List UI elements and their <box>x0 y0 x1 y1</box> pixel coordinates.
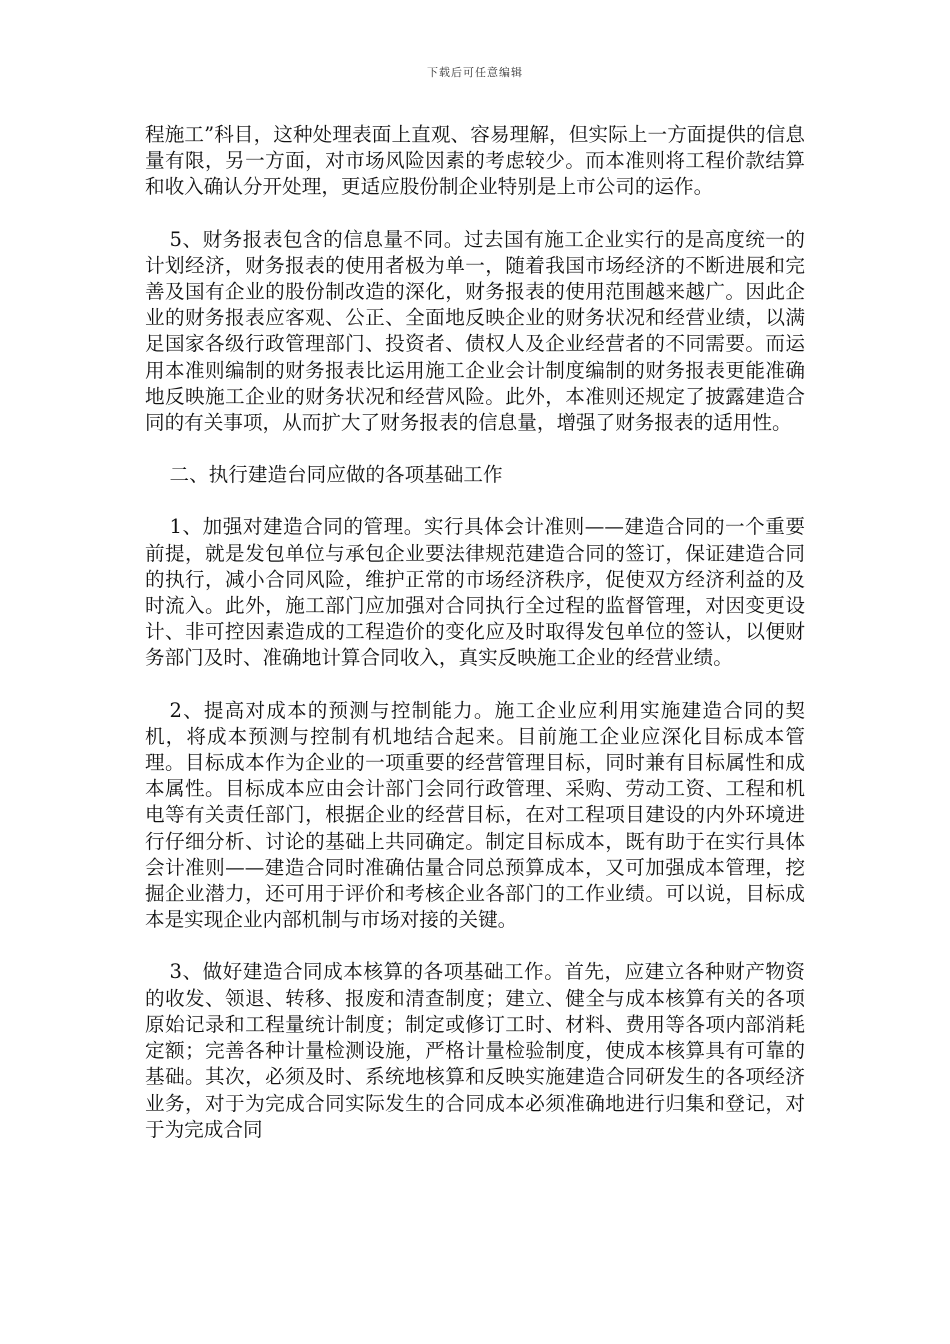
paragraph-cost-accounting: 3、做好建造合同成本核算的各项基础工作。首先，应建立各种财产物资的收发、领退、转移、报废和清查制度；建立、健全与成本核算有关的各项原始记录和工程量统计制度；制定或修订工时、材料、费用等各项内部消耗定额；完善各种计量检测设施，严格计量检验制度，使成本核算具有可靠的基础。其次，必须及时、系统地核算和反映实施建造合同研发生的各项经济业务，对于为完成合同实际发生的合同成本必须准确地进行归集和登记，对于为完成合同 <box>145 960 805 1141</box>
paragraph-financial-statements: 5、财务报表包含的信息量不同。过去国有施工企业实行的是高度统一的计划经济，财务报表的使用者极为单一，随着我国市场经济的不断进展和完善及国有企业的股份制改造的深化，财务报表的使用范围越来越广。因此企业的财务报表应客观、公正、全面地反映企业的财务状况和经营业绩，以满足国家各级行政管理部门、投资者、债权人及企业经营者的不同需要。而运用本准则编制的财务报表比运用施工企业会计制度编制的财务报表更能准确地反映施工企业的财务状况和经营风险。此外，本准则还规定了披露建造合同的有关事项，从而扩大了财务报表的信息量，增强了财务报表的适用性。 <box>145 227 805 435</box>
paragraph-cost-forecast: 2、提高对成本的预测与控制能力。施工企业应利用实施建造合同的契机，将成本预测与控制有机地结合起来。目前施工企业应深化目标成本管理。目标成本作为企业的一项重要的经营管理目标，同时兼有目标属性和成本属性。目标成本应由会计部门会同行政管理、采购、劳动工资、工程和机电等有关责任部门，根据企业的经营目标，在对工程项目建设的内外环境进行仔细分析、讨论的基础上共同确定。制定目标成本，既有助于在实行具体会计准则——建造合同时准确估量合同总预算成本，又可加强成本管理，挖掘企业潜力，还可用于评价和考核企业各部门的工作业绩。可以说，目标成本是实现企业内部机制与市场对接的关键。 <box>145 698 805 932</box>
document-body <box>145 122 805 1169</box>
section-heading: 二、执行建造台同应做的各项基础工作 <box>169 463 503 487</box>
paragraph-contract-management: 1、加强对建造合同的管理。实行具体会计准则——建造合同的一个重要前提，就是发包单位与承包企业要法律规范建造合同的签订，保证建造合同的执行，减小合同风险，维护正常的市场经济秩序，促使双方经济利益的及时流入。此外，施工部门应加强对合同执行全过程的监督管理，对因变更设计、非可控因素造成的工程造价的变化应及时取得发包单位的签认，以便财务部门及时、准确地计算合同收入，真实反映施工企业的经营业绩。 <box>145 515 805 670</box>
page-header: 下载后可任意编辑 <box>427 66 523 79</box>
paragraph-continuation: 程施工”科目，这种处理表面上直观、容易理解，但实际上一方面提供的信息量有限，另一方面，对市场风险因素的考虑较少。而本准则将工程价款结算和收入确认分开处理，更适应股份制企业特别是上市公司的运作。 <box>145 123 805 199</box>
